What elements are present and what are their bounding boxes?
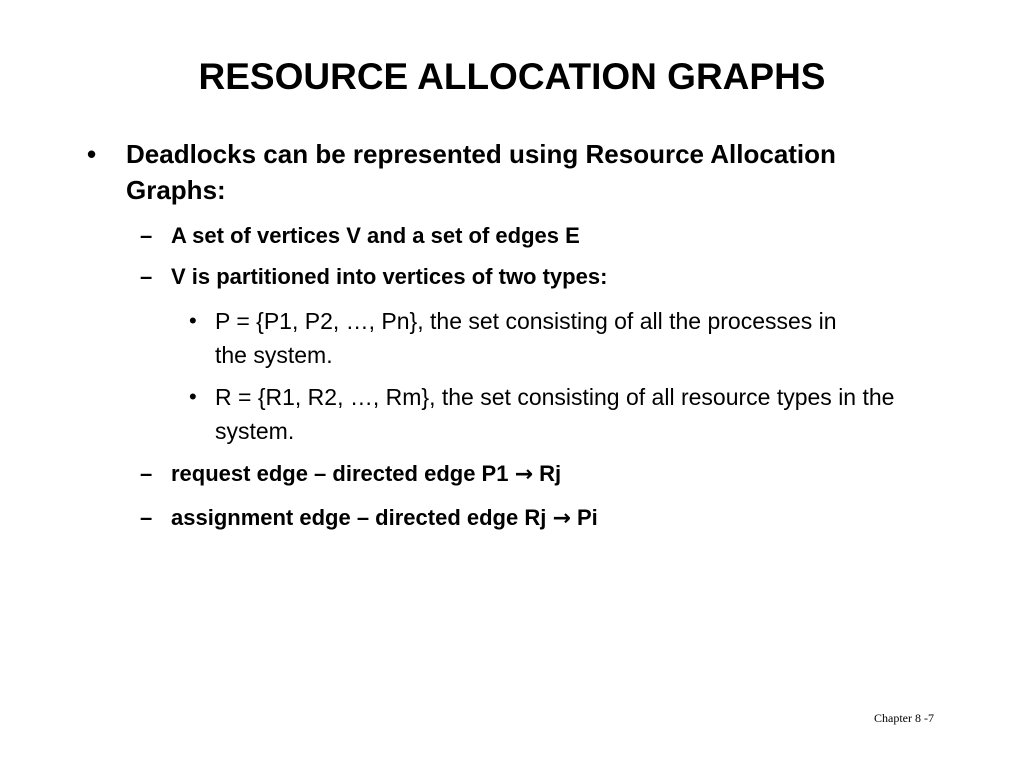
slide-title: RESOURCE ALLOCATION GRAPHS <box>198 56 826 97</box>
assignment-edge-target: Pi <box>570 505 598 530</box>
assignment-edge-text: assignment edge – directed edge Rj <box>171 505 553 530</box>
sub-bullet-text <box>171 503 931 534</box>
sub-bullet-text <box>171 459 931 490</box>
bullet-marker: • <box>87 139 97 169</box>
sub-sub-bullet-text: R = {R1, R2, …, Rm}, the set consisting of all resource types in the system. <box>215 384 895 444</box>
right-arrow-icon: → <box>514 462 534 487</box>
dash-marker: – <box>140 264 153 289</box>
dash-marker: – <box>140 461 153 486</box>
dash-marker: – <box>140 223 153 248</box>
sub-bullet-text: V is partitioned into vertices of two types: <box>171 264 608 289</box>
right-arrow-icon: → <box>552 506 571 531</box>
dash-marker: – <box>140 505 153 530</box>
request-edge-text: request edge – directed edge P1 <box>171 461 515 486</box>
sub-bullet-text: A set of vertices V and a set of edges E <box>171 223 580 248</box>
sub-sub-bullet-text: P = {P1, P2, …, Pn}, the set consisting of all the processes in the system. <box>215 308 837 368</box>
bullet-marker: • <box>189 384 197 409</box>
slide-footer: Chapter 8 -7 <box>874 711 934 725</box>
bullet-text: Deadlocks can be represented using Resource Allocation Graphs: <box>126 139 836 205</box>
request-edge-target: Rj <box>533 461 562 486</box>
bullet-marker: • <box>189 308 197 333</box>
